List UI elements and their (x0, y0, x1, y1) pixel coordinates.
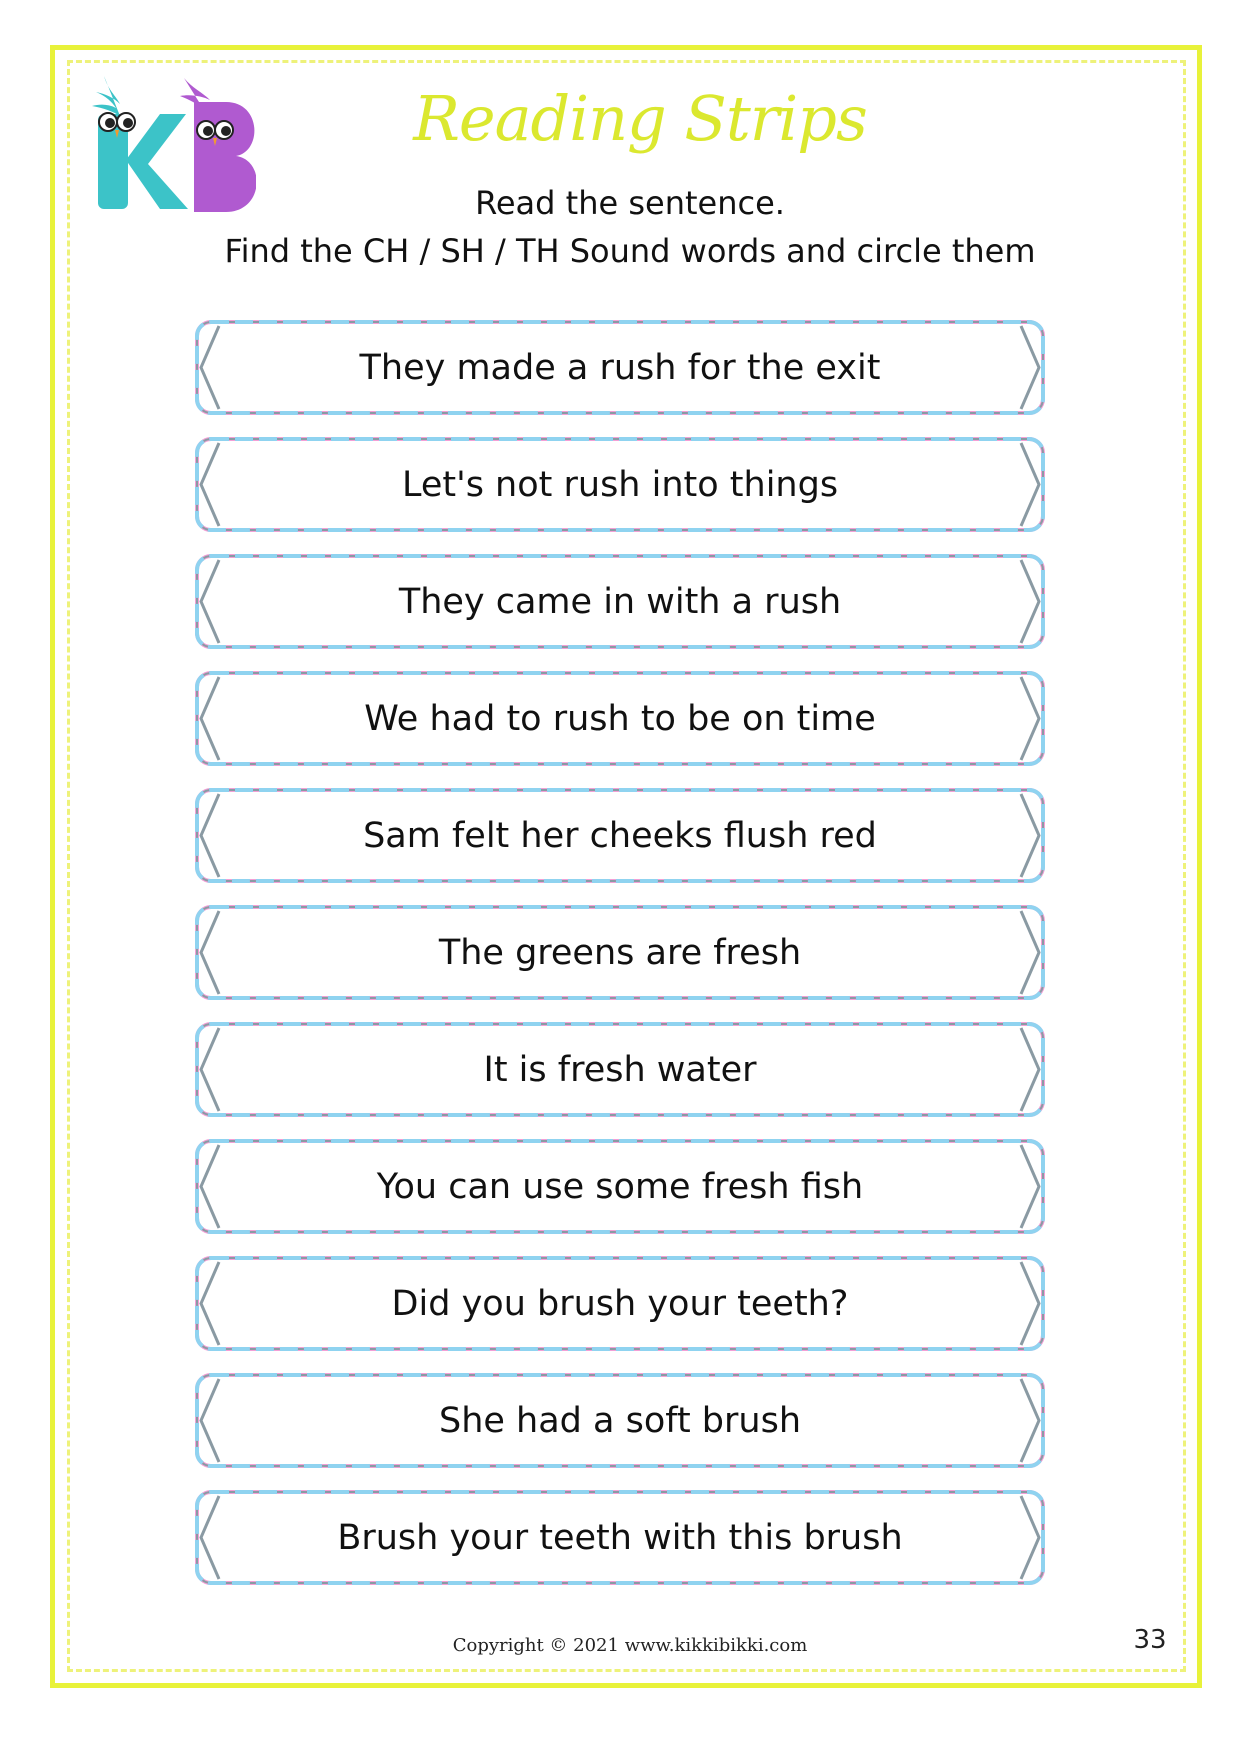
strip-sentence: They made a rush for the exit (359, 347, 881, 388)
reading-strip[interactable] (193, 1022, 1047, 1117)
strip-sentence: Brush your teeth with this brush (337, 1517, 903, 1558)
copyright-text: Copyright © 2021 www.kikkibikki.com (452, 1635, 808, 1656)
reading-strip[interactable] (193, 1373, 1047, 1468)
page-number: 33 (1133, 1625, 1167, 1655)
reading-strip[interactable] (193, 1139, 1047, 1234)
reading-strip[interactable] (193, 905, 1047, 1000)
strip-sentence: Sam felt her cheeks flush red (363, 815, 877, 856)
strip-sentence: We had to rush to be on time (364, 698, 876, 739)
instruction-line-1: Read the sentence. (475, 184, 785, 222)
reading-strip[interactable] (193, 320, 1047, 415)
strip-sentence: The greens are fresh (438, 932, 802, 973)
reading-strip[interactable] (193, 671, 1047, 766)
strip-sentence: Did you brush your teeth? (391, 1283, 849, 1324)
reading-strip[interactable] (193, 554, 1047, 649)
strip-sentence: You can use some fresh fish (376, 1166, 864, 1207)
strip-sentence: She had a soft brush (438, 1400, 801, 1441)
strip-sentence: They came in with a rush (398, 581, 842, 622)
strip-sentence: It is fresh water (483, 1049, 757, 1090)
instruction-line-2: Find the CH / SH / TH Sound words and circle them (224, 232, 1036, 270)
reading-strip[interactable] (193, 1256, 1047, 1351)
reading-strip[interactable] (193, 437, 1047, 532)
reading-strip[interactable] (193, 788, 1047, 883)
strip-sentence: Let's not rush into things (401, 464, 839, 505)
page-title: Reading Strips (413, 82, 867, 155)
reading-strip[interactable] (193, 1490, 1047, 1585)
